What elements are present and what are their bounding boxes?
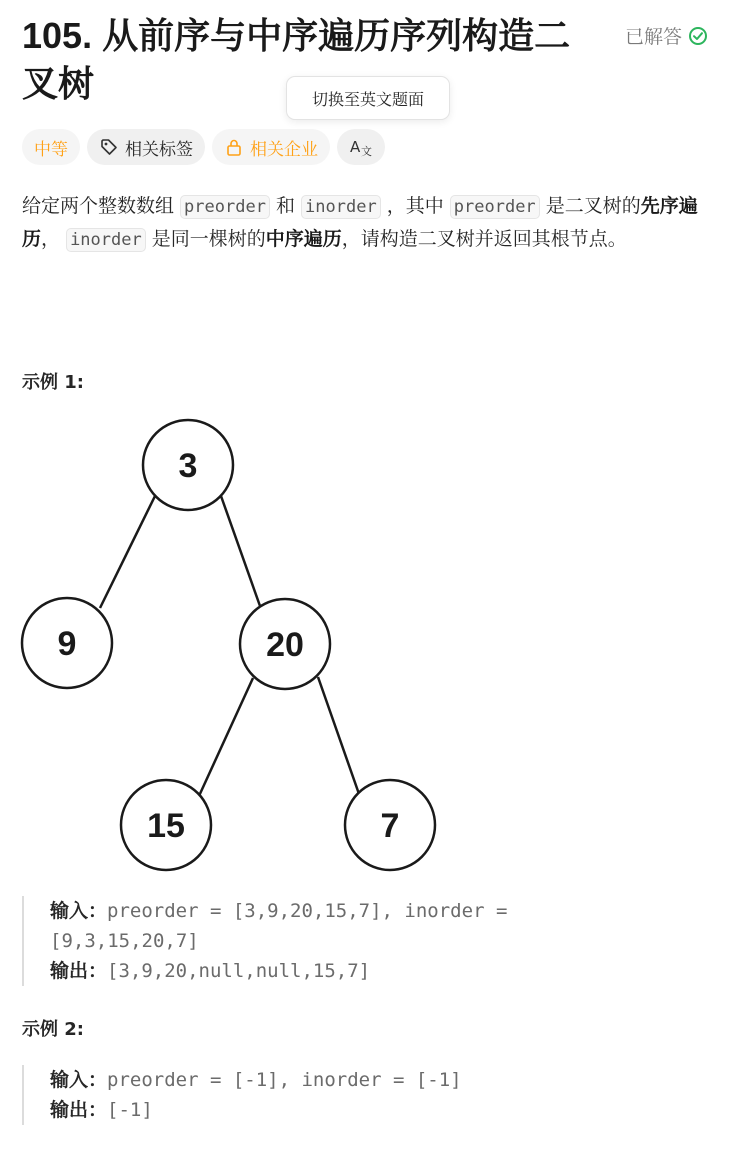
difficulty-label: 中等 [34, 139, 68, 160]
code-preorder: preorder [450, 195, 540, 219]
problem-description [22, 190, 712, 256]
input-value: preorder = [-1], inorder = [-1] [107, 1069, 462, 1091]
binary-tree-diagram [0, 405, 460, 885]
example-1-title: 示例 1: [22, 372, 84, 393]
translate-button[interactable] [337, 129, 385, 165]
related-tags-button[interactable] [87, 129, 205, 165]
tree-node-label: 20 [266, 626, 304, 664]
output-label: 输出： [50, 960, 108, 982]
problem-title: 105. 从前序与中序遍历序列构造二叉树 [22, 15, 571, 104]
desc-text: ，请构造二叉树并返回其根节点。 [341, 228, 627, 250]
solved-label: 已解答 [624, 26, 682, 48]
solved-status [625, 22, 708, 49]
tree-edge [221, 496, 260, 606]
output-value: [3,9,20,null,null,15,7] [107, 960, 371, 982]
example-1-block [22, 896, 650, 986]
example-2-output [50, 1095, 650, 1125]
svg-text:A: A [350, 138, 361, 156]
switch-language-tooltip[interactable]: 切换至英文题面 [286, 76, 450, 120]
desc-text: 是同一棵树的 [145, 228, 266, 250]
code-inorder: inorder [301, 195, 381, 219]
example-1-output [50, 956, 650, 986]
related-tags-label: 相关标签 [125, 139, 193, 160]
desc-bold: 中序遍历 [265, 228, 342, 250]
check-circle-icon [688, 26, 708, 46]
example-1-input [50, 896, 650, 956]
tag-icon [99, 137, 119, 157]
example-2-block [22, 1065, 650, 1125]
code-inorder: inorder [66, 228, 146, 252]
input-label: 输入： [50, 1069, 108, 1091]
desc-text: ， [41, 228, 67, 250]
svg-text:文: 文 [361, 145, 372, 157]
desc-text: ，其中 [380, 195, 450, 217]
tree-node-label: 3 [178, 447, 198, 485]
related-companies-label: 相关企业 [250, 139, 318, 160]
tree-edge [100, 496, 155, 608]
input-value: preorder = [3,9,20,15,7], inorder = [9,3,15,20,7] [50, 900, 508, 952]
input-label: 输入： [50, 900, 108, 922]
tree-edge [199, 678, 253, 796]
tag-bar [22, 129, 385, 165]
translate-icon [349, 137, 373, 157]
output-value: [-1] [107, 1099, 153, 1121]
tree-node-label: 15 [147, 807, 185, 845]
difficulty-badge [22, 129, 80, 165]
tree-node-label: 7 [380, 807, 400, 845]
desc-text: 是二叉树的 [539, 195, 641, 217]
desc-bold: 先序遍历 [22, 195, 698, 250]
desc-text: 和 [269, 195, 302, 217]
example-2-title: 示例 2: [22, 1019, 84, 1040]
example-2-input [50, 1065, 650, 1095]
output-label: 输出： [50, 1099, 108, 1121]
tree-edge [318, 677, 359, 794]
lock-icon [224, 137, 244, 157]
related-companies-button[interactable] [212, 129, 330, 165]
tree-node-label: 9 [57, 625, 77, 663]
desc-text: 给定两个整数数组 [22, 195, 181, 217]
code-preorder: preorder [180, 195, 270, 219]
